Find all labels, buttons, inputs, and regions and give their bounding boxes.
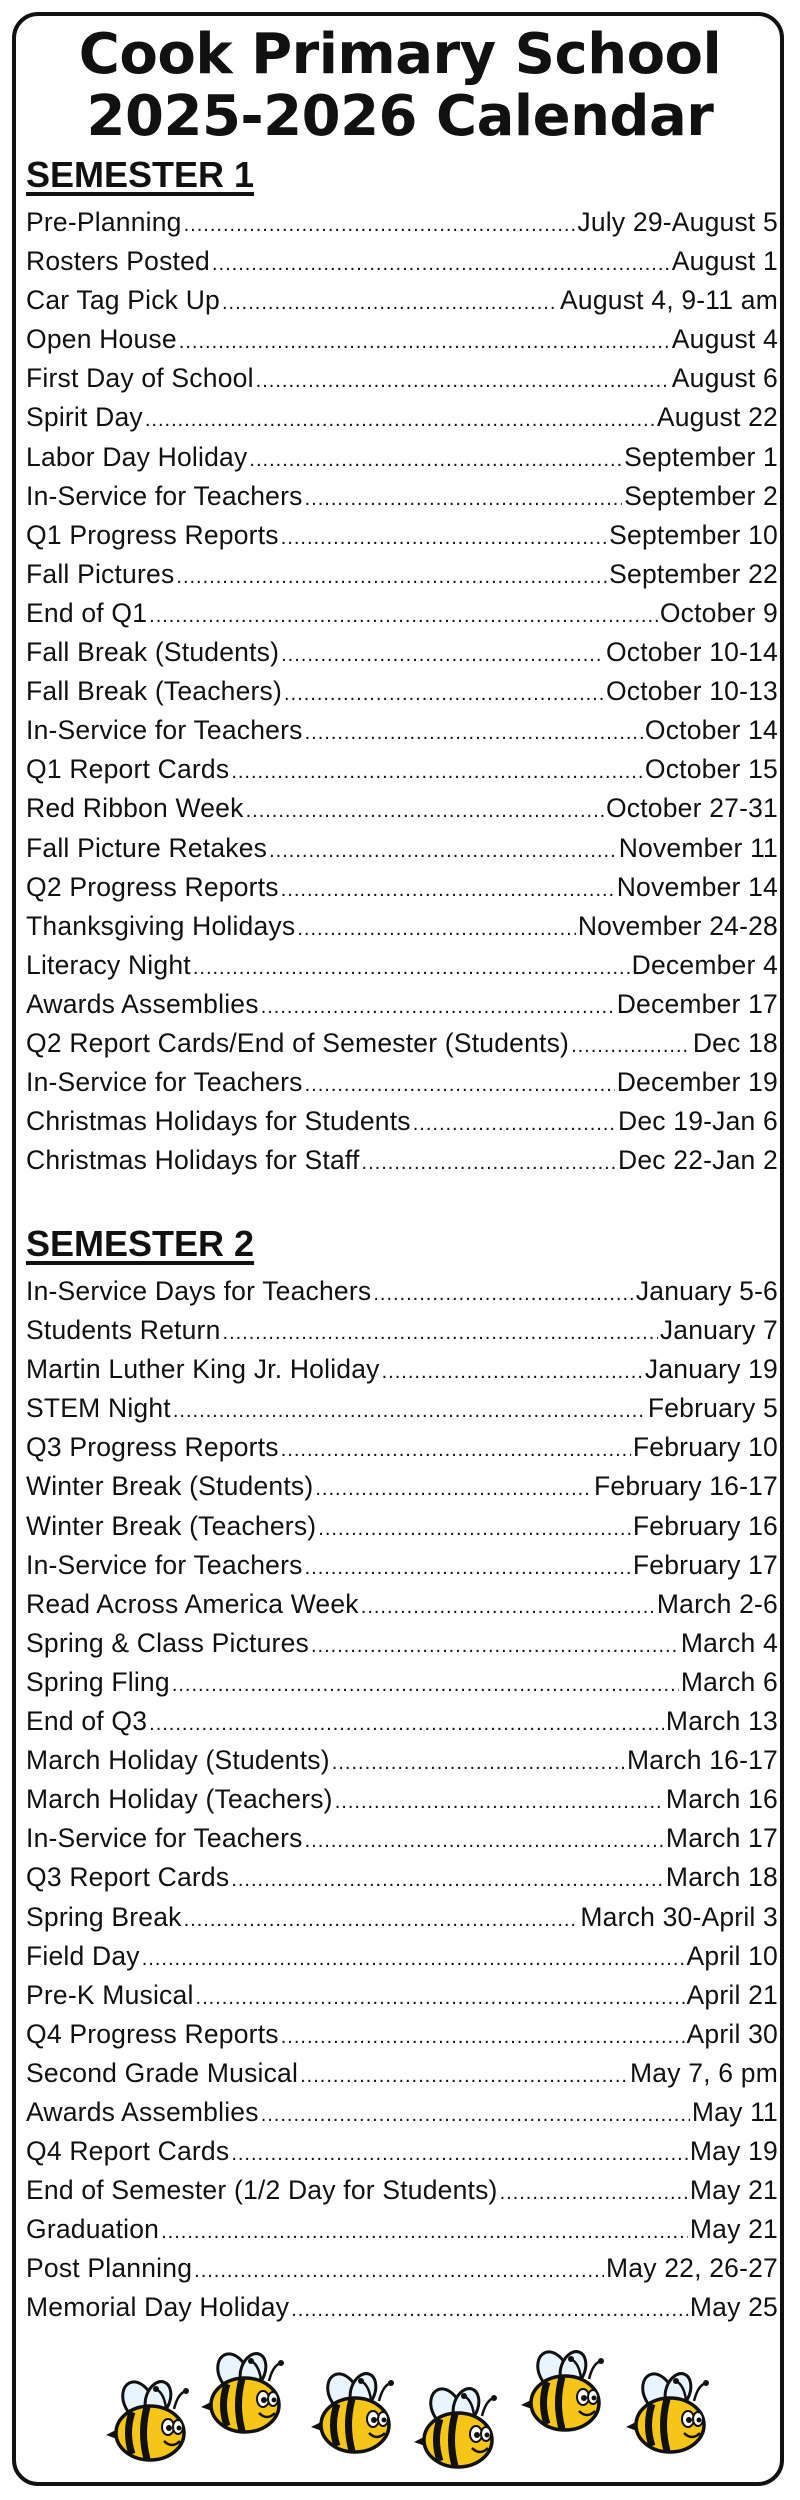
event-date: October 27-31 (605, 793, 778, 824)
event-name: Winter Break (Students) (26, 1471, 314, 1502)
event-date: May 21 (689, 2175, 778, 2206)
dot-leader (284, 672, 604, 714)
semester-1-list (26, 203, 778, 1180)
calendar-row (26, 281, 778, 320)
dot-leader (305, 1063, 615, 1105)
event-date: May 11 (691, 2096, 778, 2127)
dot-leader (149, 1702, 664, 1744)
event-name: STEM Night (26, 1393, 171, 1424)
event-date: March 17 (665, 1823, 778, 1854)
event-date: May 22, 26-27 (605, 2253, 778, 2284)
calendar-row (26, 2054, 778, 2093)
event-name: End of Semester (1/2 Day for Students) (26, 2175, 498, 2206)
event-name: Winter Break (Teachers) (26, 1510, 317, 1541)
event-date: August 4 (671, 324, 778, 355)
semester-1-heading: SEMESTER 1 (26, 154, 255, 195)
event-name: In-Service Days for Teachers (26, 1276, 372, 1306)
calendar-row (26, 1467, 778, 1506)
event-name: Awards Assemblies (26, 2096, 259, 2127)
event-date: February 5 (647, 1393, 778, 1424)
event-date: December 4 (631, 949, 778, 980)
event-name: Spring Break (26, 1901, 182, 1932)
dot-leader (193, 946, 630, 988)
event-name: In-Service for Teachers (26, 715, 303, 746)
event-date: March 2-6 (656, 1588, 778, 1619)
calendar-row (26, 1063, 778, 1102)
event-date: May 19 (689, 2136, 778, 2167)
calendar-row (26, 516, 778, 555)
event-name: In-Service for Teachers (26, 1549, 303, 1580)
event-name: Red Ribbon Week (26, 793, 244, 824)
event-date: September 22 (609, 558, 778, 589)
calendar-row (26, 1858, 778, 1897)
dot-leader (184, 1898, 579, 1940)
title-line-1: Cook Primary School (78, 22, 722, 87)
event-name: Fall Break (Teachers) (26, 676, 283, 707)
calendar-row (26, 1272, 778, 1311)
dot-leader (305, 1546, 631, 1588)
dot-leader (176, 555, 607, 597)
event-date: August 4, 9-11 am (560, 285, 778, 316)
dot-leader (256, 359, 670, 401)
calendar-row (26, 711, 778, 750)
calendar-row (26, 398, 778, 437)
dot-leader (315, 1467, 592, 1509)
event-name: In-Service for Teachers (26, 480, 303, 511)
event-date: May 21 (689, 2214, 778, 2245)
dot-leader (318, 1507, 631, 1549)
dot-leader (269, 829, 617, 871)
event-date: March 16 (665, 1784, 778, 1815)
calendar-row (26, 1024, 778, 1063)
event-date: September 1 (624, 441, 778, 472)
dot-leader (373, 1272, 634, 1314)
event-name: Q2 Progress Reports (26, 871, 279, 902)
dot-leader (161, 2210, 688, 2252)
calendar-row (26, 946, 778, 985)
event-name: Q3 Progress Reports (26, 1432, 279, 1463)
calendar-row (26, 2132, 778, 2171)
dot-leader (142, 1937, 685, 1979)
calendar-row (26, 868, 778, 907)
dot-leader (332, 1741, 625, 1783)
calendar-row (26, 750, 778, 789)
event-date: October 10-13 (605, 676, 778, 707)
event-name: Q1 Progress Reports (26, 519, 279, 550)
calendar-row (26, 2015, 778, 2054)
event-name: First Day of School (26, 363, 254, 394)
event-name: Fall Break (Students) (26, 637, 280, 668)
event-date: August 1 (671, 246, 778, 277)
dot-leader (172, 1663, 679, 1705)
event-name: Labor Day Holiday (26, 441, 248, 472)
event-date: September 10 (609, 519, 778, 550)
dot-leader (413, 1102, 616, 1144)
event-date: November 11 (618, 832, 778, 863)
dot-leader (231, 1858, 664, 1900)
event-name: Second Grade Musical (26, 2057, 299, 2088)
event-name: Spirit Day (26, 402, 143, 433)
event-date: October 10-14 (605, 637, 778, 668)
calendar-row (26, 1585, 778, 1624)
dot-leader (305, 477, 622, 519)
event-date: November 14 (616, 871, 778, 902)
event-name: Christmas Holidays for Students (26, 1106, 411, 1137)
dot-leader (261, 2093, 690, 2135)
event-name: In-Service for Teachers (26, 1067, 303, 1098)
calendar-row (26, 555, 778, 594)
dot-leader (231, 2132, 688, 2174)
dot-leader (281, 1428, 631, 1470)
dot-leader (246, 789, 604, 831)
dot-leader (222, 281, 558, 323)
dot-leader (571, 1024, 691, 1066)
event-name: Christmas Holidays for Staff (26, 1145, 360, 1176)
calendar-row (26, 438, 778, 477)
event-date: March 30-April 3 (580, 1901, 778, 1932)
event-date: February 16 (632, 1510, 778, 1541)
event-name: Q4 Progress Reports (26, 2018, 279, 2049)
calendar-row (26, 1741, 778, 1780)
event-date: March 18 (665, 1862, 778, 1893)
calendar-row (26, 1546, 778, 1585)
dot-leader (305, 711, 643, 753)
event-name: March Holiday (Students) (26, 1745, 330, 1776)
event-name: Spring & Class Pictures (26, 1627, 309, 1658)
event-name: Q4 Report Cards (26, 2136, 230, 2167)
event-name: Field Day (26, 1940, 140, 1971)
event-date: March 13 (665, 1706, 778, 1737)
dot-leader (281, 633, 604, 675)
calendar-row (26, 1350, 778, 1389)
semester-2-list (26, 1272, 778, 2328)
event-date: October 9 (659, 597, 778, 628)
calendar-row (26, 477, 778, 516)
calendar-row (26, 633, 778, 672)
event-date: August 6 (671, 363, 778, 394)
event-name: Students Return (26, 1315, 221, 1346)
event-name: Spring Fling (26, 1666, 170, 1697)
calendar-row (26, 203, 778, 242)
event-name: Fall Pictures (26, 558, 175, 589)
calendar-row (26, 1102, 778, 1141)
calendar-row (26, 907, 778, 946)
dot-leader (149, 594, 658, 636)
bee-icon (106, 2377, 189, 2460)
event-name: End of Q3 (26, 1706, 148, 1737)
event-date: December 17 (616, 988, 778, 1019)
calendar-row (26, 1507, 778, 1546)
calendar-row (26, 1780, 778, 1819)
event-date: February 16-17 (594, 1471, 778, 1502)
bee-icon (201, 2349, 284, 2432)
event-name: Read Across America Week (26, 1588, 359, 1619)
event-date: March 4 (680, 1627, 778, 1658)
event-name: Literacy Night (26, 949, 191, 980)
event-date: March 6 (680, 1666, 778, 1697)
calendar-row (26, 1663, 778, 1702)
dot-leader (194, 2249, 604, 2291)
event-date: January 5-6 (635, 1276, 778, 1306)
bee-icon (626, 2369, 709, 2452)
dot-leader (196, 1976, 685, 2018)
calendar-row (26, 594, 778, 633)
event-name: Q1 Report Cards (26, 754, 230, 785)
calendar-row (26, 359, 778, 398)
event-date: August 22 (656, 402, 778, 433)
event-name: Post Planning (26, 2253, 193, 2284)
bee-decoration (0, 2325, 800, 2495)
calendar-row (26, 2288, 778, 2327)
event-date: January 19 (644, 1354, 778, 1385)
dot-leader (249, 438, 622, 480)
dot-leader (212, 242, 670, 284)
event-date: October 15 (644, 754, 778, 785)
event-date: October 14 (644, 715, 778, 746)
event-date: February 10 (632, 1432, 778, 1463)
calendar-row (26, 1702, 778, 1741)
event-date: May 7, 6 pm (629, 2057, 778, 2088)
dot-leader (361, 1585, 655, 1627)
bee-icon (311, 2369, 394, 2452)
event-date: Dec 18 (692, 1027, 778, 1058)
calendar-row (26, 672, 778, 711)
dot-leader (281, 516, 607, 558)
event-name: Graduation (26, 2214, 160, 2245)
dot-leader (305, 1819, 664, 1861)
event-name: Open House (26, 324, 177, 355)
event-name: In-Service for Teachers (26, 1823, 303, 1854)
calendar-row (26, 2249, 778, 2288)
event-name: Rosters Posted (26, 246, 210, 277)
dot-leader (362, 1141, 616, 1183)
dot-leader (300, 2054, 628, 2096)
event-date: November 24-28 (577, 910, 778, 941)
event-date: December 19 (616, 1067, 778, 1098)
bee-icon (521, 2347, 604, 2430)
event-date: March 16-17 (627, 1745, 778, 1776)
event-name: Pre-K Musical (26, 1979, 194, 2010)
dot-leader (231, 750, 643, 792)
semester-2-heading: SEMESTER 2 (26, 1223, 255, 1264)
event-name: Memorial Day Holiday (26, 2292, 290, 2323)
event-name: Thanksgiving Holidays (26, 910, 296, 941)
dot-leader (311, 1624, 679, 1666)
calendar-row (26, 2210, 778, 2249)
event-date: July 29-August 5 (577, 207, 778, 237)
calendar-row (26, 1898, 778, 1937)
dot-leader (179, 320, 670, 362)
dot-leader (382, 1350, 643, 1392)
event-name: Q2 Report Cards/End of Semester (Students) (26, 1027, 570, 1058)
title-line-2: 2025-2026 Calendar (86, 84, 714, 149)
event-name: End of Q1 (26, 597, 148, 628)
dot-leader (500, 2171, 688, 2213)
calendar-row (26, 2093, 778, 2132)
event-date: September 2 (624, 480, 778, 511)
calendar-row (26, 789, 778, 828)
dot-leader (281, 2015, 685, 2057)
calendar-row (26, 1819, 778, 1858)
calendar-row (26, 1389, 778, 1428)
event-date: January 7 (659, 1315, 778, 1346)
calendar-row (26, 1141, 778, 1180)
event-name: Q3 Report Cards (26, 1862, 230, 1893)
calendar-row (26, 1428, 778, 1467)
event-date: May 25 (689, 2292, 778, 2323)
event-date: April 21 (686, 1979, 778, 2010)
dot-leader (184, 203, 576, 245)
calendar-row (26, 1311, 778, 1350)
calendar-row (26, 1937, 778, 1976)
event-date: April 10 (686, 1940, 778, 1971)
dot-leader (281, 868, 615, 910)
event-name: Fall Picture Retakes (26, 832, 268, 863)
event-name: Pre-Planning (26, 207, 182, 237)
calendar-row (26, 242, 778, 281)
dot-leader (297, 907, 575, 949)
dot-leader (335, 1780, 664, 1822)
event-date: April 30 (686, 2018, 778, 2049)
calendar-row (26, 1976, 778, 2015)
calendar-row (26, 320, 778, 359)
event-name: Martin Luther King Jr. Holiday (26, 1354, 380, 1385)
bee-icon (414, 2384, 497, 2467)
event-name: Car Tag Pick Up (26, 285, 220, 316)
calendar-row (26, 829, 778, 868)
dot-leader (173, 1389, 646, 1431)
event-date: February 17 (632, 1549, 778, 1580)
dot-leader (223, 1311, 658, 1353)
dot-leader (145, 398, 655, 440)
calendar-row (26, 985, 778, 1024)
event-name: Awards Assemblies (26, 988, 259, 1019)
calendar-row (26, 1624, 778, 1663)
event-name: March Holiday (Teachers) (26, 1784, 333, 1815)
calendar-row (26, 2171, 778, 2210)
event-date: Dec 22-Jan 2 (617, 1145, 778, 1176)
event-date: Dec 19-Jan 6 (617, 1106, 778, 1137)
dot-leader (261, 985, 615, 1027)
